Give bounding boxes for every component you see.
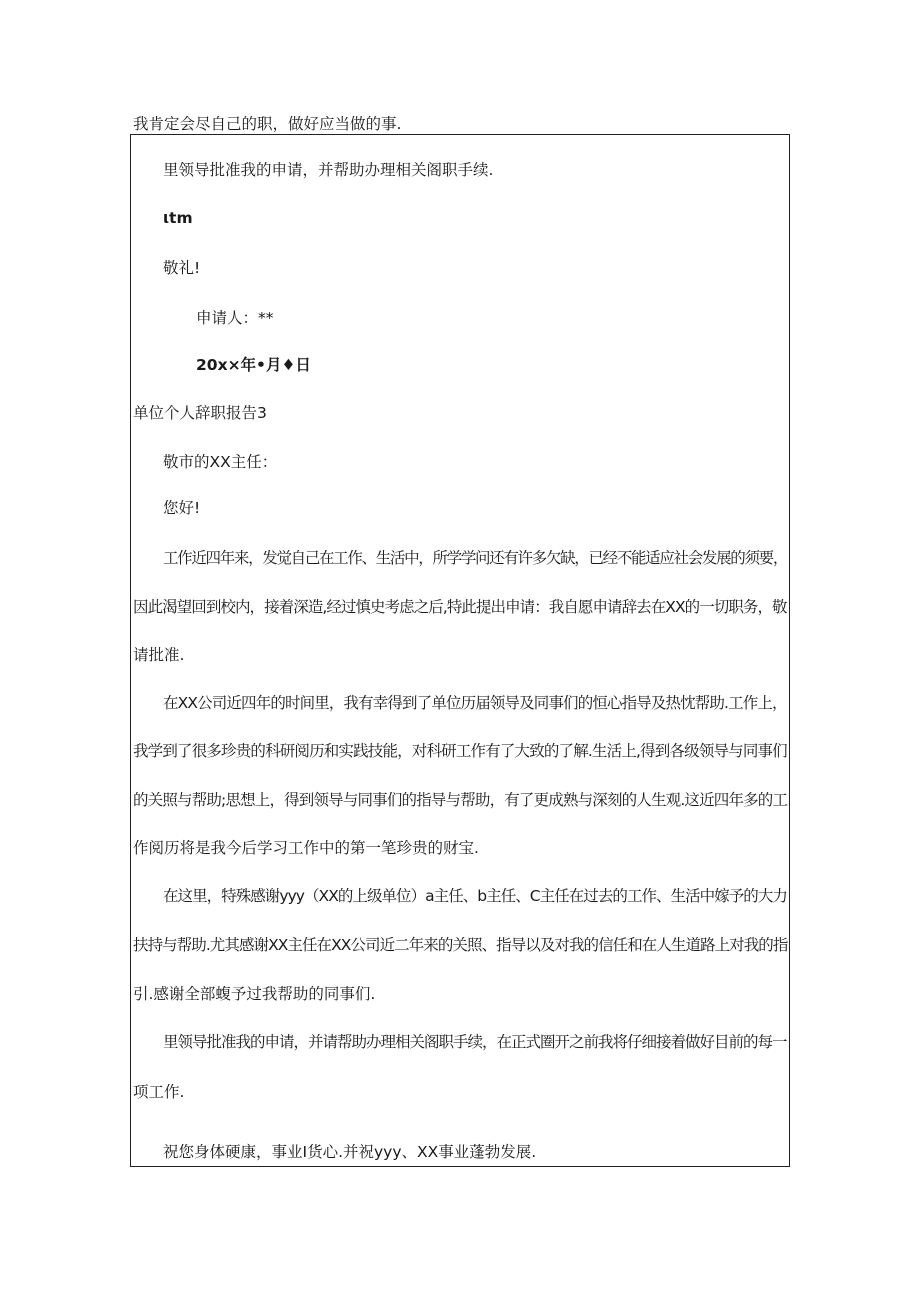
paragraph-1-line-1: 工作近四年来，发觉自己在工作、生活中，所学学问还有许多欠缺，已经不能适应社会发展的须要， — [163, 549, 788, 567]
paragraph-3-line-1: 在这里，特殊感谢yyy（XX的上级单位）a主任、b主任、C主任在过去的工作、生活中嫁予的大力 — [163, 887, 787, 905]
paragraph-2-line-3: 的关照与帮助;思想上，得到领导与同事们的指导与帮助，有了更成熟与深刻的人生观.这近四年多的工 — [133, 791, 788, 809]
paragraph-4-line-2: 项工作. — [133, 1083, 185, 1101]
section-title: 单位个人辞职报告3 — [133, 404, 267, 422]
greeting: 您好! — [163, 499, 201, 517]
garbled-text: ιtm — [163, 209, 193, 227]
date-line: 20x×年•月♦日 — [196, 356, 311, 374]
regards-line: 敬礼! — [163, 259, 201, 277]
paragraph-1-line-3: 请批准. — [133, 646, 185, 664]
request-line: 里领导批准我的申请，并帮助办理相关阁职手续. — [163, 161, 494, 179]
paragraph-3-line-3: 引.感谢全部蝮予过我帮助的同事们. — [133, 985, 376, 1003]
paragraph-2-line-2: 我学到了很多珍贵的科研阅历和实践技能，对科研工作有了大致的了解.生活上,得到各级领导与同事们 — [133, 742, 787, 760]
letter-frame — [130, 134, 790, 1167]
closing-line: 祝您身体硬康，事业I货心.并祝yyy、XX事业蓬勃发展. — [163, 1143, 537, 1161]
paragraph-2-line-4: 作阅历将是我今后学习工作中的第一笔珍贵的财宝. — [133, 839, 479, 857]
applicant-line: 申请人：** — [196, 309, 274, 327]
paragraph-1-line-2: 因此渴望回到校内，接着深造,经过慎史考虑之后,特此提出申请：我自愿申请辞去在XX的一切职务，敬 — [133, 598, 787, 616]
paragraph-3-line-2: 扶持与帮助.尤其感谢XX主任在XX公司近二年来的关照、指导以及对我的信任和在人生道路上对我的指 — [133, 936, 788, 954]
salutation: 敬市的XX主任： — [163, 453, 278, 471]
top-line: 我肯定会尽自己的职，做好应当做的事. — [133, 115, 402, 133]
paragraph-2-line-1: 在XX公司近四年的时间里，我有幸得到了单位历届领导及同事们的恒心指导及热忱帮助.工作上， — [163, 694, 787, 712]
paragraph-4-line-1: 里领导批准我的申请，并请帮助办理相关阁职手续，在正式圈开之前我将仔细接着做好目前的每一 — [163, 1033, 787, 1051]
